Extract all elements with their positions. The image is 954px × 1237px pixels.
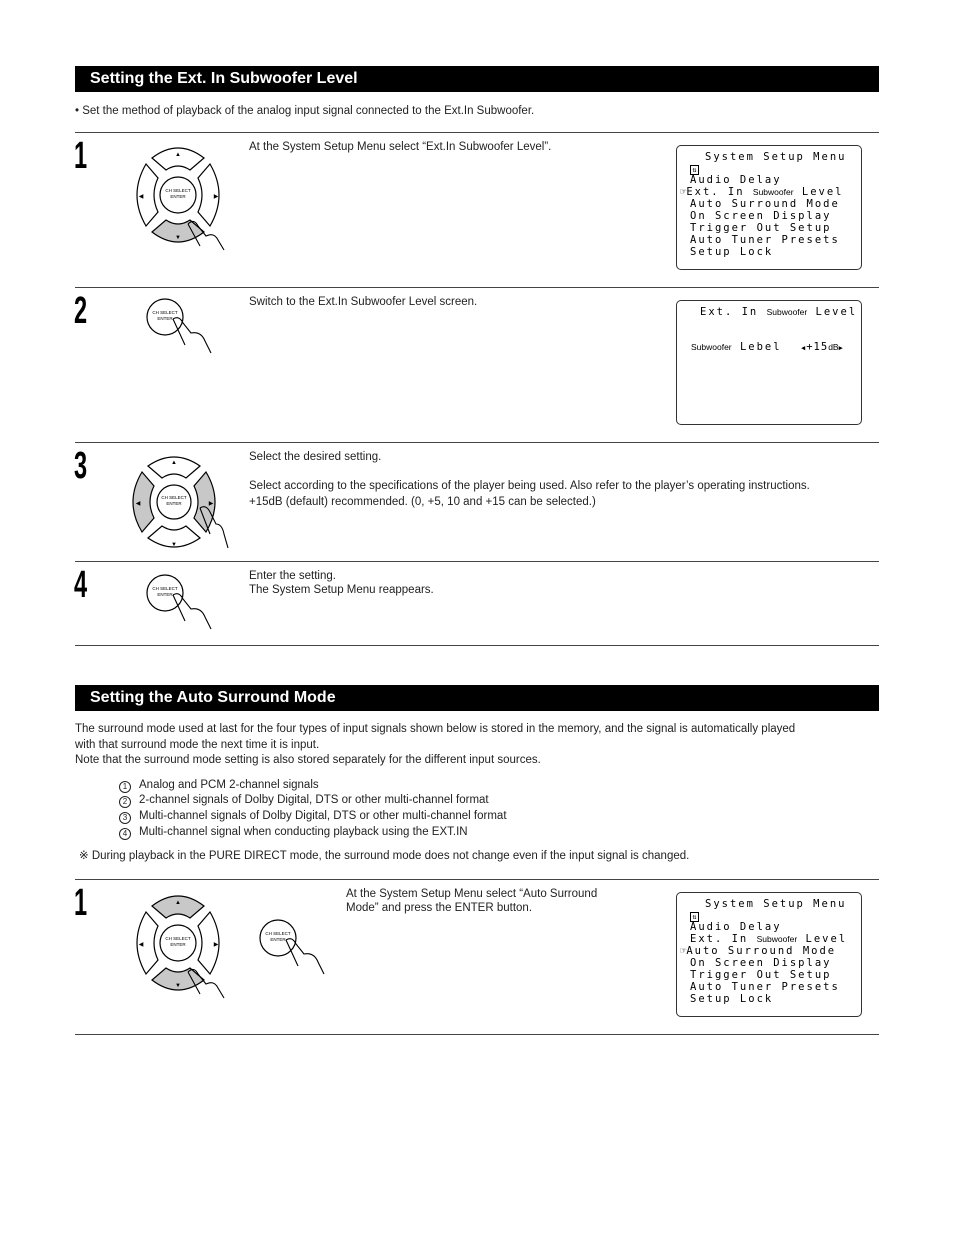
step-number: 1 — [74, 135, 88, 177]
list-item: 2 2-channel signals of Dolby Digital, DTS or other multi-channel format — [119, 792, 489, 808]
svg-text:CH SELECT: CH SELECT — [152, 586, 178, 591]
svg-text:ENTER: ENTER — [270, 937, 286, 942]
paragraph: with that surround mode the next time it is input. — [75, 739, 320, 751]
svg-text:CH SELECT: CH SELECT — [161, 495, 187, 500]
list-item: 1 Analog and PCM 2-channel signals — [119, 777, 319, 793]
step-text: Select according to the specifications of the player being used. Also refer to the player’s operating instructions. — [249, 480, 810, 492]
step-text: At the System Setup Menu select “Auto Surround — [346, 888, 598, 900]
svg-text:◀: ◀ — [138, 942, 144, 948]
osd-ext-in-subwoofer-level: Ext. In Subwoofer Level Subwoofer Lebel ◀+15dB▶ — [676, 300, 862, 425]
pointer-icon: ☞ — [680, 945, 687, 957]
intro-text: • Set the method of playback of the analog input signal connected to the Ext.In Subwoofer. — [75, 105, 535, 117]
scroll-arrows-icon: ⇅ — [690, 912, 699, 922]
svg-text:ENTER: ENTER — [166, 501, 182, 506]
button-label: CH SELECT — [165, 188, 191, 193]
svg-text:CH SELECT: CH SELECT — [152, 310, 178, 315]
step-text: Switch to the Ext.In Subwoofer Level screen. — [249, 296, 478, 308]
svg-text:▼: ▼ — [175, 235, 181, 241]
section-title-ext-in-subwoofer: Setting the Ext. In Subwoofer Level — [75, 66, 879, 92]
enter-button-press-icon — [258, 918, 328, 976]
step-text: The System Setup Menu reappears. — [249, 584, 434, 596]
svg-text:ENTER: ENTER — [170, 942, 186, 947]
step-text: At the System Setup Menu select “Ext.In Subwoofer Level”. — [249, 141, 552, 153]
svg-text:CH SELECT: CH SELECT — [165, 936, 191, 941]
step-number: 3 — [74, 445, 88, 487]
step-text: Enter the setting. — [249, 570, 336, 582]
step-number: 2 — [74, 290, 88, 332]
scroll-arrows-icon: ⇅ — [690, 165, 699, 175]
direction-pad-right-icon — [118, 452, 230, 552]
svg-text:▼: ▼ — [171, 542, 177, 548]
osd-system-setup-menu: System Setup Menu ⇅ Audio Delay ☞Ext. In Subwoofer Level Auto Surround Mode On Screen Display Trigger Out Setup Auto Tuner Presets Setup Lock — [676, 145, 862, 270]
divider — [75, 879, 879, 880]
divider — [75, 132, 879, 133]
divider — [75, 442, 879, 443]
pointer-icon: ☞ — [680, 186, 687, 198]
arrow-left-icon: ◀ — [801, 344, 807, 352]
direction-pad-down-icon — [128, 888, 228, 1000]
enter-button-press-icon — [145, 297, 215, 355]
divider — [75, 561, 879, 562]
svg-text:▲: ▲ — [175, 152, 181, 158]
list-item: 3 Multi-channel signals of Dolby Digital, DTS or other multi-channel format — [119, 808, 507, 824]
osd-system-setup-menu: System Setup Menu ⇅ Audio Delay Ext. In Subwoofer Level ☞Auto Surround Mode On Screen Display Trigger Out Setup Auto Tuner Presets Setup Lock — [676, 892, 862, 1017]
list-item: 4 Multi-channel signal when conducting playback using the EXT.IN — [119, 824, 468, 840]
step-text: Mode” and press the ENTER button. — [346, 902, 533, 914]
svg-text:▶: ▶ — [213, 942, 219, 948]
svg-text:◀: ◀ — [135, 501, 141, 507]
divider — [75, 1034, 879, 1035]
svg-text:ENTER: ENTER — [157, 316, 173, 321]
step-text: Select the desired setting. — [249, 451, 382, 463]
button-label: ENTER — [170, 194, 186, 199]
step-text: +15dB (default) recommended. (0, +5, 10 and +15 can be selected.) — [249, 496, 596, 508]
svg-text:ENTER: ENTER — [157, 592, 173, 597]
svg-text:◀: ◀ — [138, 194, 144, 200]
note: ※ During playback in the PURE DIRECT mode, the surround mode does not change even if the input signal is changed. — [79, 850, 690, 862]
section-title-auto-surround-mode: Setting the Auto Surround Mode — [75, 685, 879, 711]
divider — [75, 287, 879, 288]
svg-text:▲: ▲ — [175, 900, 181, 906]
paragraph: The surround mode used at last for the four types of input signals shown below is stored in the memory, and the signal is automatically played — [75, 723, 796, 735]
divider — [75, 645, 879, 646]
paragraph: Note that the surround mode setting is also stored separately for the different input sources. — [75, 754, 541, 766]
direction-pad-down-icon — [128, 140, 228, 252]
svg-text:CH SELECT: CH SELECT — [265, 931, 291, 936]
svg-text:▶: ▶ — [208, 501, 214, 507]
svg-text:▼: ▼ — [175, 983, 181, 989]
svg-text:▲: ▲ — [171, 460, 177, 466]
step-number: 4 — [74, 564, 88, 606]
arrow-right-icon: ▶ — [838, 344, 844, 352]
step-number: 1 — [74, 882, 88, 924]
svg-text:▶: ▶ — [213, 194, 219, 200]
enter-button-press-icon — [145, 573, 215, 631]
